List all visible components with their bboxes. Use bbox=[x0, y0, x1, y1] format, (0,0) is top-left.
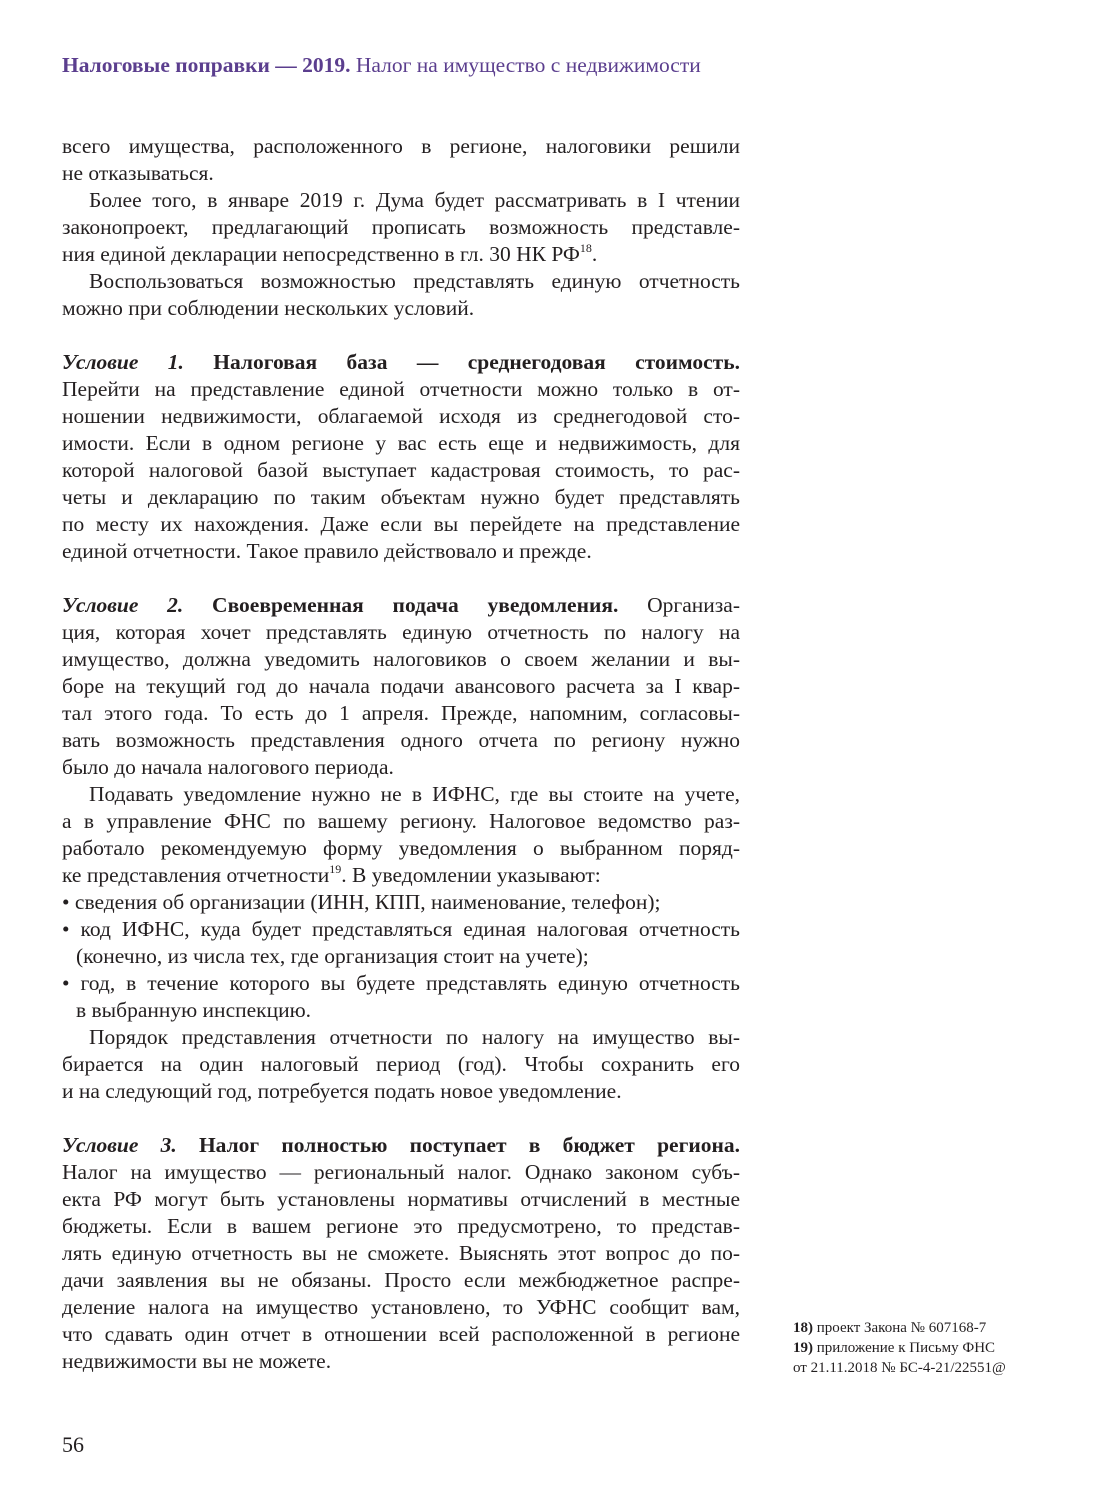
header-bold: Налоговые поправки — 2019. bbox=[62, 53, 351, 77]
text-run: было до начала налогового периода. bbox=[62, 755, 394, 779]
footnote-18 bbox=[793, 1318, 1053, 1338]
text-run: бирается на один налоговый период (год). Чтобы сохранить его bbox=[62, 1052, 740, 1076]
text-line bbox=[62, 457, 740, 484]
text-run: ция, которая хочет представлять единую отчетность по налогу на bbox=[62, 620, 740, 644]
text-line bbox=[62, 1213, 740, 1240]
paragraph-gap bbox=[62, 322, 740, 349]
text-line bbox=[62, 1051, 740, 1078]
footnote-number: 19) bbox=[793, 1340, 813, 1356]
text-line bbox=[62, 268, 740, 295]
text-run: имости. Если в одном регионе у вас есть еще и недвижимость, для bbox=[62, 431, 740, 455]
text-run: по месту их нахождения. Даже если вы перейдете на представление bbox=[62, 512, 740, 536]
text-run: Перейти на представление единой отчетности можно только в от- bbox=[62, 377, 740, 401]
text-run: Подавать уведомление нужно не в ИФНС, где вы стоите на учете, bbox=[89, 782, 740, 806]
text-run: • код ИФНС, куда будет представляться единая налоговая отчетность bbox=[62, 917, 740, 941]
text-line bbox=[62, 1132, 740, 1159]
heading-run: Условие 2. bbox=[62, 593, 184, 617]
text-run: четы и декларацию по таким объектам нужно будет представлять bbox=[62, 485, 740, 509]
text-run: дачи заявления вы не обязаны. Просто если межбюджетное распре- bbox=[62, 1268, 740, 1292]
text-run: законопроект, предлагающий прописать возможность представле- bbox=[62, 215, 740, 239]
text-line bbox=[62, 241, 740, 268]
text-line bbox=[62, 970, 740, 997]
paragraph-gap bbox=[62, 565, 740, 592]
text-run: ния единой декларации непосредственно в гл. 30 НК РФ bbox=[62, 242, 580, 266]
text-run: а в управление ФНС по вашему региону. Налоговое ведомство раз- bbox=[62, 809, 740, 833]
footnotes bbox=[793, 1318, 1053, 1378]
heading-run: Условие 3. bbox=[62, 1133, 177, 1157]
text-run: единой отчетности. Такое правило действовало и прежде. bbox=[62, 539, 592, 563]
text-run: можно при соблюдении нескольких условий. bbox=[62, 296, 475, 320]
text-line bbox=[62, 808, 740, 835]
text-run: не отказываться. bbox=[62, 161, 214, 185]
text-run: вать возможность представления одного отчета по региону нужно bbox=[62, 728, 740, 752]
running-header bbox=[62, 53, 701, 78]
text-line bbox=[62, 1024, 740, 1051]
main-text bbox=[62, 133, 740, 1375]
text-run: Более того, в январе 2019 г. Дума будет рассматривать в I чтении bbox=[89, 188, 740, 212]
text-run: тал этого года. То есть до 1 апреля. Прежде, напомним, согласовы- bbox=[62, 701, 740, 725]
footnote-number: 18) bbox=[793, 1320, 813, 1336]
text-line bbox=[62, 376, 740, 403]
text-line bbox=[62, 1186, 740, 1213]
text-run: бюджеты. Если в вашем регионе это предусмотрено, то представ- bbox=[62, 1214, 740, 1238]
text-run: что сдавать один отчет в отношении всей расположенной в регионе bbox=[62, 1322, 740, 1346]
text-line bbox=[62, 916, 740, 943]
text-run: которой налоговой базой выступает кадастровая стоимость, то рас- bbox=[62, 458, 740, 482]
text-line bbox=[62, 1240, 740, 1267]
text-run: . В уведомлении указывают: bbox=[341, 863, 601, 887]
text-line bbox=[62, 835, 740, 862]
text-run: недвижимости вы не можете. bbox=[62, 1349, 332, 1373]
text-line bbox=[62, 403, 740, 430]
text-line bbox=[62, 646, 740, 673]
text-run: и на следующий год, потребуется подать новое уведомление. bbox=[62, 1079, 622, 1103]
text-line bbox=[62, 538, 740, 565]
text-run: в выбранную инспекцию. bbox=[76, 998, 312, 1022]
heading-run: Налоговая база — среднегодовая стоимость. bbox=[183, 350, 740, 374]
footnote-text: приложение к Письму ФНС bbox=[813, 1340, 996, 1356]
text-run: ке представления отчетности bbox=[62, 863, 330, 887]
text-run: (конечно, из числа тех, где организация стоит на учете); bbox=[76, 944, 589, 968]
paragraph-gap bbox=[62, 1105, 740, 1132]
text-line bbox=[62, 1267, 740, 1294]
text-run: имущество, должна уведомить налоговиков о своем желании и вы- bbox=[62, 647, 740, 671]
text-line bbox=[62, 295, 740, 322]
text-line bbox=[62, 943, 740, 970]
text-run: . bbox=[591, 242, 598, 266]
footnote-19 bbox=[793, 1338, 1053, 1358]
text-line bbox=[62, 997, 740, 1024]
text-line bbox=[62, 619, 740, 646]
text-line bbox=[62, 1294, 740, 1321]
text-run: боре на текущий год до начала подачи авансового расчета за I квар- bbox=[62, 674, 740, 698]
text-line bbox=[62, 1321, 740, 1348]
text-run: Налог на имущество — региональный налог. Однако законом субъ- bbox=[62, 1160, 740, 1184]
text-line bbox=[62, 1348, 740, 1375]
footnote-ref: 19 bbox=[329, 862, 342, 876]
text-line bbox=[62, 349, 740, 376]
text-run: Организа- bbox=[618, 593, 740, 617]
footnote-ref: 18 bbox=[579, 241, 592, 255]
text-line bbox=[62, 889, 740, 916]
footnote-19-cont: от 21.11.2018 № БС-4-21/22551@ bbox=[793, 1360, 1006, 1376]
text-run: деление налога на имущество установлено, то УФНС сообщит вам, bbox=[62, 1295, 740, 1319]
text-line bbox=[62, 700, 740, 727]
header-rest: Налог на имущество с недвижимости bbox=[350, 53, 701, 77]
text-line bbox=[62, 1159, 740, 1186]
heading-run: Своевременная подача уведомления. bbox=[183, 593, 619, 617]
text-run: Воспользоваться возможностью представлять единую отчетность bbox=[89, 269, 740, 293]
footnote-text: проект Закона № 607168-7 bbox=[813, 1320, 987, 1336]
text-run: всего имущества, расположенного в регионе, налоговики решили bbox=[62, 134, 740, 158]
text-line bbox=[62, 673, 740, 700]
text-line bbox=[62, 160, 740, 187]
text-line bbox=[62, 484, 740, 511]
page-number: 56 bbox=[62, 1432, 84, 1457]
text-line bbox=[62, 430, 740, 457]
heading-run: Налог полностью поступает в бюджет региона. bbox=[176, 1133, 740, 1157]
text-line bbox=[62, 754, 740, 781]
text-run: работало рекомендуемую форму уведомления о выбранном поряд- bbox=[62, 836, 740, 860]
text-run: • год, в течение которого вы будете представлять единую отчетность bbox=[62, 971, 740, 995]
text-line bbox=[62, 862, 740, 889]
text-line bbox=[62, 592, 740, 619]
text-line bbox=[62, 511, 740, 538]
text-run: • сведения об организации (ИНН, КПП, наименование, телефон); bbox=[62, 890, 661, 914]
text-line bbox=[62, 1078, 740, 1105]
text-line bbox=[62, 781, 740, 808]
heading-run: Условие 1. bbox=[62, 350, 184, 374]
text-line bbox=[62, 727, 740, 754]
text-run: Порядок представления отчетности по налогу на имущество вы- bbox=[89, 1025, 740, 1049]
text-run: ношении недвижимости, облагаемой исходя из среднегодовой сто- bbox=[62, 404, 740, 428]
text-line bbox=[62, 187, 740, 214]
text-run: екта РФ могут быть установлены нормативы отчислений в местные bbox=[62, 1187, 740, 1211]
text-line bbox=[62, 214, 740, 241]
text-line bbox=[62, 133, 740, 160]
text-run: лять единую отчетность вы не сможете. Выяснять этот вопрос до по- bbox=[62, 1241, 740, 1265]
